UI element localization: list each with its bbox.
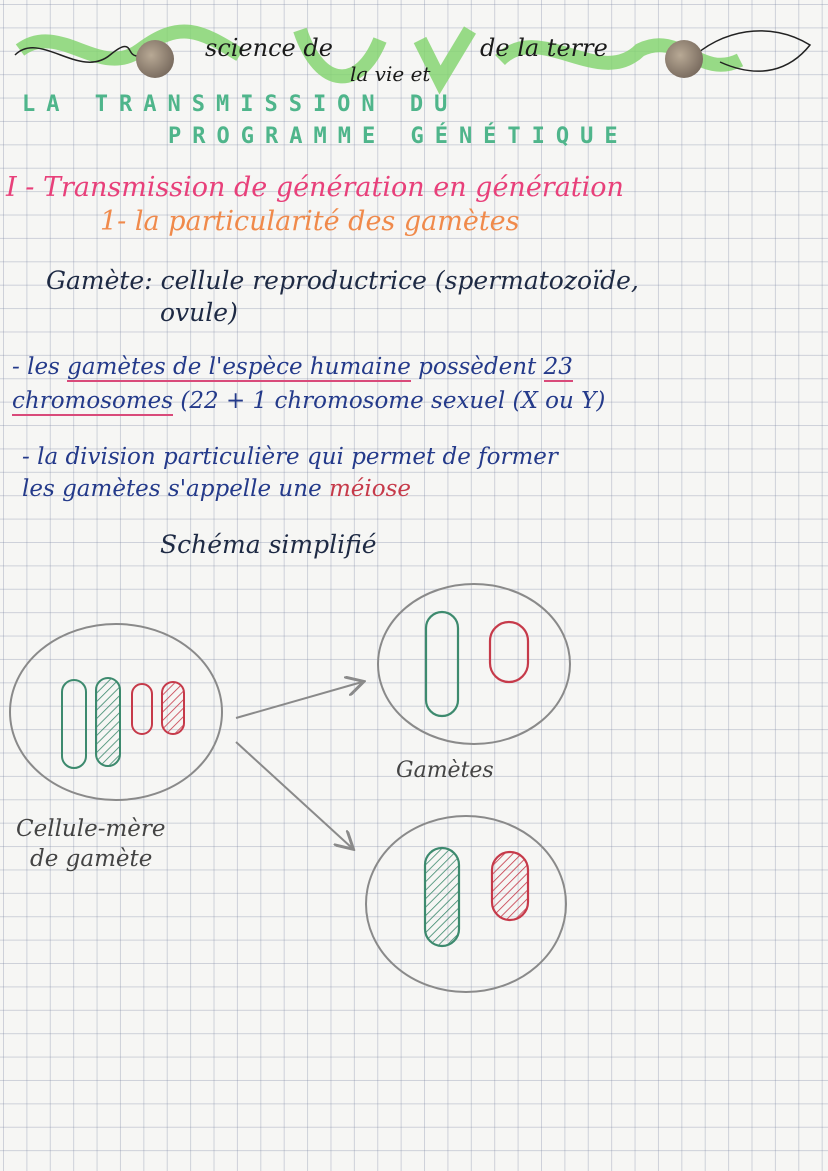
page-title-line2: PROGRAMME GÉNÉTIQUE — [168, 124, 629, 149]
definition-term: Gamète: — [46, 266, 153, 295]
label-mother-cell-line1: Cellule-mère — [16, 816, 166, 842]
bullet-1-verb: possèdent — [410, 354, 544, 380]
bullet-1-underlined: gamètes de l'espèce humaine — [67, 354, 411, 380]
subject-part-2: de la terre — [480, 34, 608, 62]
bullet-1-detail: (22 + 1 chromosome sexuel (X ou Y) — [173, 388, 606, 414]
gamete-cell-top — [378, 584, 570, 744]
bullet-2-line1: - la division particulière qui permet de former — [22, 444, 558, 470]
chromosome-red-hatched — [162, 682, 184, 734]
diagram-title: Schéma simplifié — [160, 530, 377, 559]
bullet-1-chromosomes: chromosomes — [12, 388, 174, 414]
page-title-line1: LA TRANSMISSION DU — [22, 92, 459, 117]
bullet-2-text: les gamètes s'appelle une — [22, 476, 329, 502]
arrow-to-gamete-top — [236, 682, 362, 718]
chromosome-green-plain — [62, 680, 86, 768]
label-mother-cell-line2: de gamète — [30, 846, 153, 872]
gamete-top-red-chromosome — [490, 622, 528, 682]
bullet-2-meiose: méiose — [329, 476, 412, 502]
subject-part-1: science de — [205, 34, 333, 62]
bullet-1-number: 23 — [543, 354, 573, 380]
label-gametes: Gamètes — [396, 758, 494, 783]
section-heading: I - Transmission de génération en génération — [6, 172, 624, 203]
section-subheading: 1- la particularité des gamètes — [100, 206, 520, 237]
bullet-1-prefix: - les — [12, 354, 68, 380]
gamete-top-green-chromosome — [426, 612, 458, 716]
gamete-cell-bottom — [366, 816, 566, 992]
subject-part-3: la vie et — [350, 62, 431, 86]
chromosome-green-hatched — [96, 678, 120, 766]
definition-line2: ovule) — [160, 298, 238, 327]
definition-text-1: cellule reproductrice (spermatozoïde, — [160, 266, 639, 295]
arrow-to-gamete-bottom — [236, 742, 352, 848]
gamete-bottom-red-chromosome — [492, 852, 528, 920]
chromosome-red-plain — [132, 684, 152, 734]
gamete-bottom-green-chromosome — [425, 848, 459, 946]
